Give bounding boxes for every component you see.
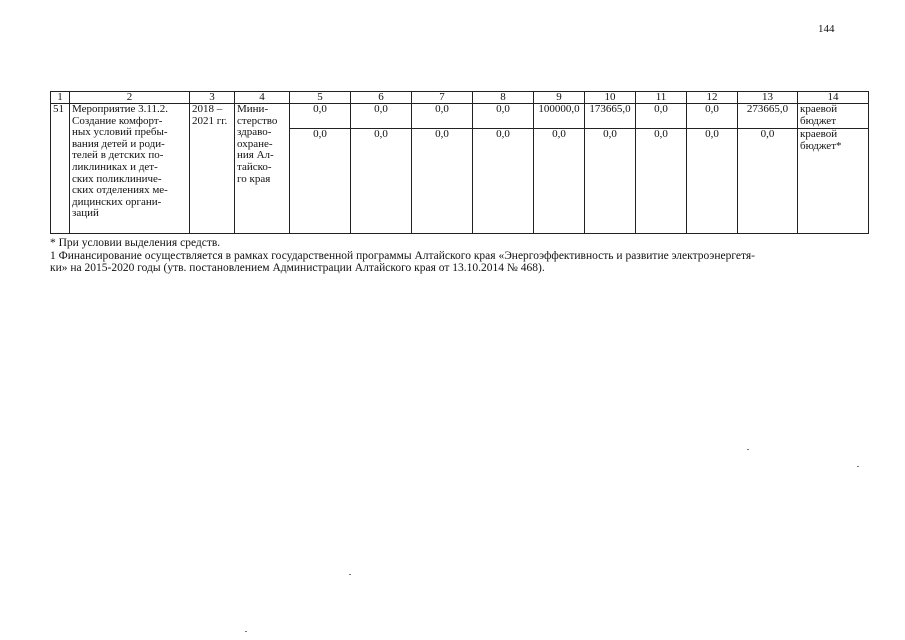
- column-number-14: 14: [798, 92, 869, 104]
- value-cell: 0,0: [412, 129, 473, 234]
- value-cell: 0,0: [585, 129, 636, 234]
- scan-speck: [747, 449, 749, 450]
- executor-cell: Мини- стерство здраво- охране- ния Ал- тайско- го края: [235, 104, 290, 234]
- row-number-cell: 51: [51, 104, 70, 234]
- value-cell: 0,0: [636, 129, 687, 234]
- value-cell: 0,0: [687, 104, 738, 129]
- column-number-5: 5: [290, 92, 351, 104]
- table-row: [51, 104, 869, 129]
- value-cell: 0,0: [687, 129, 738, 234]
- column-number-12: 12: [687, 92, 738, 104]
- value-cell: 0,0: [412, 104, 473, 129]
- value-cell: 0,0: [473, 129, 534, 234]
- funding-source-cell: краевой бюджет: [798, 104, 869, 129]
- footnote-1-line-2: ки» на 2015-2020 годы (утв. постановлением Администрации Алтайского края от 13.10.2014 № 468).: [50, 262, 545, 275]
- value-cell: 0,0: [290, 129, 351, 234]
- value-cell: 0,0: [534, 129, 585, 234]
- column-number-10: 10: [585, 92, 636, 104]
- column-number-11: 11: [636, 92, 687, 104]
- value-cell: 173665,0: [585, 104, 636, 129]
- measure-description-cell: Мероприятие 3.11.2. Создание комфорт- ных условий пребы- вания детей и роди- телей в детских по- ликлиниках и дет- ских поликлиниче- ских отделениях ме- дицинских органи- заций: [70, 104, 190, 234]
- footnote-1-line-1: 1 Финансирование осуществляется в рамках государственной программы Алтайского края «Энергоэффективность и развитие электроэнергетя-: [50, 249, 756, 262]
- column-number-4: 4: [235, 92, 290, 104]
- total-value-cell: 0,0: [738, 129, 798, 234]
- scan-speck: [245, 631, 247, 632]
- program-measures-table: [50, 91, 869, 234]
- column-number-2: 2: [70, 92, 190, 104]
- page-number: 144: [818, 23, 835, 35]
- value-cell: 0,0: [636, 104, 687, 129]
- value-cell: 0,0: [290, 104, 351, 129]
- footnotes: [50, 237, 868, 275]
- period-cell: 2018 – 2021 гг.: [190, 104, 235, 234]
- value-cell: 0,0: [351, 104, 412, 129]
- scan-speck: [857, 466, 859, 467]
- column-number-8: 8: [473, 92, 534, 104]
- column-number-9: 9: [534, 92, 585, 104]
- column-number-3: 3: [190, 92, 235, 104]
- column-number-6: 6: [351, 92, 412, 104]
- table-header-row: [51, 92, 869, 104]
- scan-speck: [349, 574, 351, 575]
- total-value-cell: 273665,0: [738, 104, 798, 129]
- value-cell: 0,0: [473, 104, 534, 129]
- funding-source-cell: краевой бюджет*: [798, 129, 869, 234]
- column-number-7: 7: [412, 92, 473, 104]
- value-cell: 0,0: [351, 129, 412, 234]
- asterisk-note: * При условии выделения средств.: [50, 237, 221, 249]
- column-number-13: 13: [738, 92, 798, 104]
- value-cell: 100000,0: [534, 104, 585, 129]
- column-number-1: 1: [51, 92, 70, 104]
